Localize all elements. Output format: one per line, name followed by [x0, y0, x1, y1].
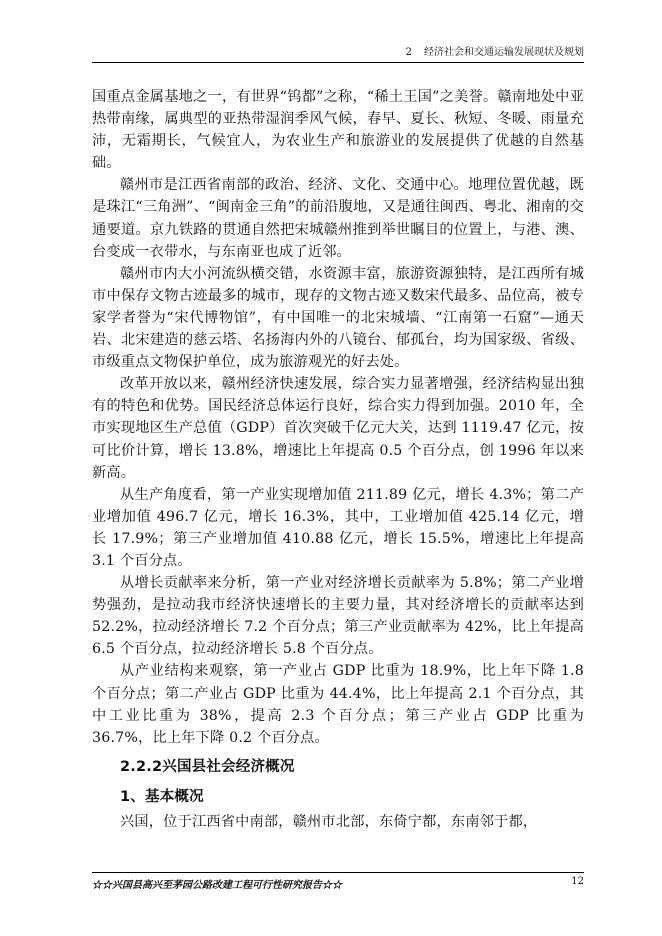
paragraph-contribution: 从增长贡献率来分析，第一产业对经济增长贡献率为 5.8%；第二产业增势强劲，是拉动我市经济快速增长的主要力量，其对经济增长的贡献率达到 52.2%，拉动经济增长 7.2 个百分点；第三产业贡献率为 42%，比上年提高 6.5 个百分点，拉动经济增长 5.8 个百分点。 [92, 575, 584, 658]
paragraph-xingguo: 兴国，位于江西省中南部，赣州市北部，东倚宁都，东南邻于都， [120, 813, 538, 830]
paragraph-production: 从生产角度看，第一产业实现增加值 211.89 亿元，增长 4.3%；第二产业增加值 496.7 亿元，增长 16.3%，其中，工业增加值 425.14 亿元，增长 17.9%；第三产业增加值 410.88 亿元，增长 15.5%，增速比上年提高 3.1 个百分点。 [92, 486, 584, 569]
document-body [92, 86, 584, 833]
footer-report-title: ☆☆兴国县高兴至茅园公路改建工程可行性研究报告☆☆ [92, 880, 342, 891]
paragraph-ganzhou-location: 赣州市是江西省南部的政治、经济、文化、交通中心。地理位置优越，既是珠江“三角洲”、“闽南金三角”的前沿腹地，又是通往闽西、粤北、湘南的交通要道。京九铁路的贯通自然把宋城赣州推到举世瞩目的位置上，与港、澳、台变成一衣带水，与东南亚也成了近邻。 [92, 177, 584, 260]
paragraph-continued: 国重点金属基地之一，有世界“钨都”之称，“稀土王国”之美誉。赣南地处中亚热带南缘，属典型的亚热带湿润季风气候，春早、夏长、秋短、冬暖、雨量充沛，无霜期长，气候宜人，为农业生产和旅游业的发展提供了优越的自然基础。 [92, 89, 584, 172]
page-number: 12 [571, 876, 584, 887]
page-header [92, 44, 584, 63]
chapter-title: 经济社会和交通运输发展现状及规划 [424, 47, 584, 58]
section-heading: 2.2.2兴国县社会经济概况 [120, 758, 295, 775]
paragraph-structure: 从产业结构来观察，第一产业占 GDP 比重为 18.9%，比上年下降 1.8 个百分点；第二产业占 GDP 比重为 44.4%，比上年提高 2.1 个百分点，其中工业比重为 38%，提高 2.3 个百分点；第三产业占 GDP 比重为 36.7%，比上年下降 0.2 个百分点。 [92, 663, 584, 746]
page-footer [92, 872, 584, 891]
sub-heading: 1、基本概况 [120, 788, 204, 805]
chapter-number: 2 [405, 47, 412, 58]
paragraph-tourism: 赣州市内大小河流纵横交错，水资源丰富，旅游资源独特，是江西所有城市中保存文物古迹最多的城市，现存的文物古迹又数宋代最多、品位高，被专家学者誉为“宋代博物馆”，有中国唯一的北宋城墙、“江南第一石窟”—通天岩、北宋建造的慈云塔、名扬海内外的八镜台、郁孤台，均为国家级、省级、市级重点文物保护单位，成为旅游观光的好去处。 [92, 265, 584, 371]
paragraph-economy: 改革开放以来，赣州经济快速发展，综合实力显著增强，经济结构显出独有的特色和优势。国民经济总体运行良好，综合实力得到加强。2010 年，全市实现地区生产总值（GDP）首次突破千亿元大关，达到 1119.47 亿元，按可比价计算，增长 13.8%，增速比上年提高 0.5 个百分点，创 1996 年以来新高。 [92, 376, 584, 481]
